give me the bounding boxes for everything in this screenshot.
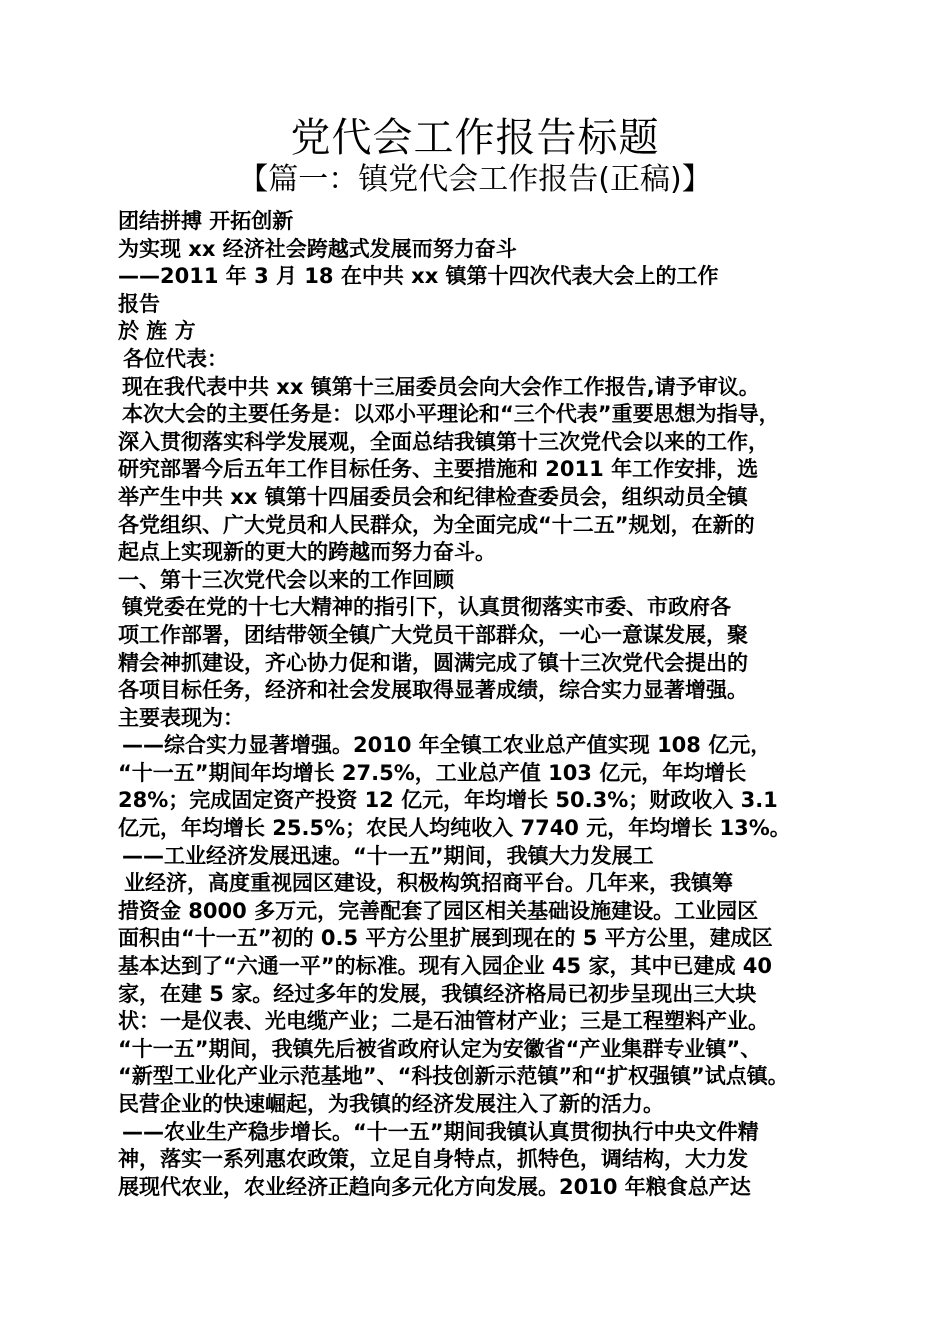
text-line: 业经济，高度重视园区建设，积极构筑招商平台。几年来，我镇筹: [124, 871, 733, 896]
text-line: 措资金 8000 多万元，完善配套了园区相关基础设施建设。工业园区: [118, 898, 759, 923]
document-subtitle: 【篇一：镇党代会工作报告(正稿)】: [238, 162, 712, 197]
text-line: ——2011 年 3 月 18 在中共 xx 镇第十四次代表大会上的工作: [118, 264, 719, 289]
text-line: 於 旌 方: [118, 319, 196, 344]
text-line: ——工业经济发展迅速。“十一五”期间，我镇大力发展工: [122, 843, 654, 868]
text-line: 28%；完成固定资产投资 12 亿元，年均增长 50.3%；财政收入 3.1: [118, 788, 778, 813]
text-line: 面积由“十一五”初的 0.5 平方公里扩展到现在的 5 平方公里，建成区: [118, 926, 773, 951]
text-line: ——综合实力显著增强。2010 年全镇工农业总产值实现 108 亿元，: [122, 733, 772, 758]
document-title: 党代会工作报告标题: [290, 115, 660, 161]
text-line: 报告: [118, 291, 160, 316]
text-line: 一、第十三次党代会以来的工作回顾: [118, 567, 454, 592]
text-line: 团结拼搏 开拓创新: [118, 209, 294, 233]
text-line: 基本达到了“六通一平”的标准。现有入园企业 45 家，其中已建成 40: [118, 954, 772, 979]
text-line: 精会神抓建设，齐心协力促和谐，圆满完成了镇十三次党代会提出的: [118, 650, 748, 675]
text-line: 各位代表：: [123, 346, 228, 371]
text-line: 各党组织、广大党员和人民群众，为全面完成“十二五”规划，在新的: [118, 512, 755, 537]
text-line: 为实现 xx 经济社会跨越式发展而努力奋斗: [118, 236, 517, 261]
text-line: “十一五”期间，我镇先后被省政府认定为安徽省“产业集群专业镇”、: [118, 1036, 762, 1061]
text-line: 各项目标任务，经济和社会发展取得显著成绩，综合实力显著增强。: [118, 678, 748, 703]
text-line: “新型工业化产业示范基地”、“科技创新示范镇”和“扩权强镇”试点镇。: [118, 1064, 789, 1089]
text-line: 神，落实一系列惠农政策，立足自身特点，抓特色，调结构，大力发: [118, 1147, 748, 1172]
text-line: 主要表现为：: [118, 705, 244, 730]
text-line: 项工作部署，团结带领全镇广大党员干部群众，一心一意谋发展，聚: [118, 622, 748, 647]
text-line: 起点上实现新的更大的跨越而努力奋斗。: [118, 540, 496, 565]
text-line: 状：一是仪表、光电缆产业；二是石油管材产业；三是工程塑料产业。: [118, 1009, 769, 1034]
text-line: 家，在建 5 家。经过多年的发展，我镇经济格局已初步呈现出三大块: [118, 981, 757, 1006]
text-line: 民营企业的快速崛起，为我镇的经济发展注入了新的活力。: [118, 1092, 664, 1116]
text-line: 深入贯彻落实科学发展观，全面总结我镇第十三次党代会以来的工作，: [118, 429, 769, 454]
text-line: 亿元，年均增长 25.5%；农民人均纯收入 7740 元，年均增长 13%。: [118, 816, 791, 841]
text-line: “十一五”期间年均增长 27.5%，工业总产值 103 亿元，年均增长: [118, 760, 747, 785]
text-line: 展现代农业，农业经济正趋向多元化方向发展。2010 年粮食总产达: [118, 1174, 751, 1199]
document-body: [118, 208, 838, 1201]
text-line: 举产生中共 xx 镇第十四届委员会和纪律检查委员会，组织动员全镇: [118, 484, 748, 509]
text-line: 本次大会的主要任务是：以邓小平理论和“三个代表”重要思想为指导，: [122, 402, 780, 427]
text-line: 研究部署今后五年工作目标任务、主要措施和 2011 年工作安排，选: [118, 457, 759, 482]
text-line: 镇党委在党的十七大精神的指引下，认真贯彻落实市委、市政府各: [122, 595, 731, 620]
text-line: ——农业生产稳步增长。“十一五”期间我镇认真贯彻执行中央文件精: [122, 1119, 759, 1144]
text-line: 现在我代表中共 xx 镇第十三届委员会向大会作工作报告,请予审议。: [122, 374, 760, 399]
